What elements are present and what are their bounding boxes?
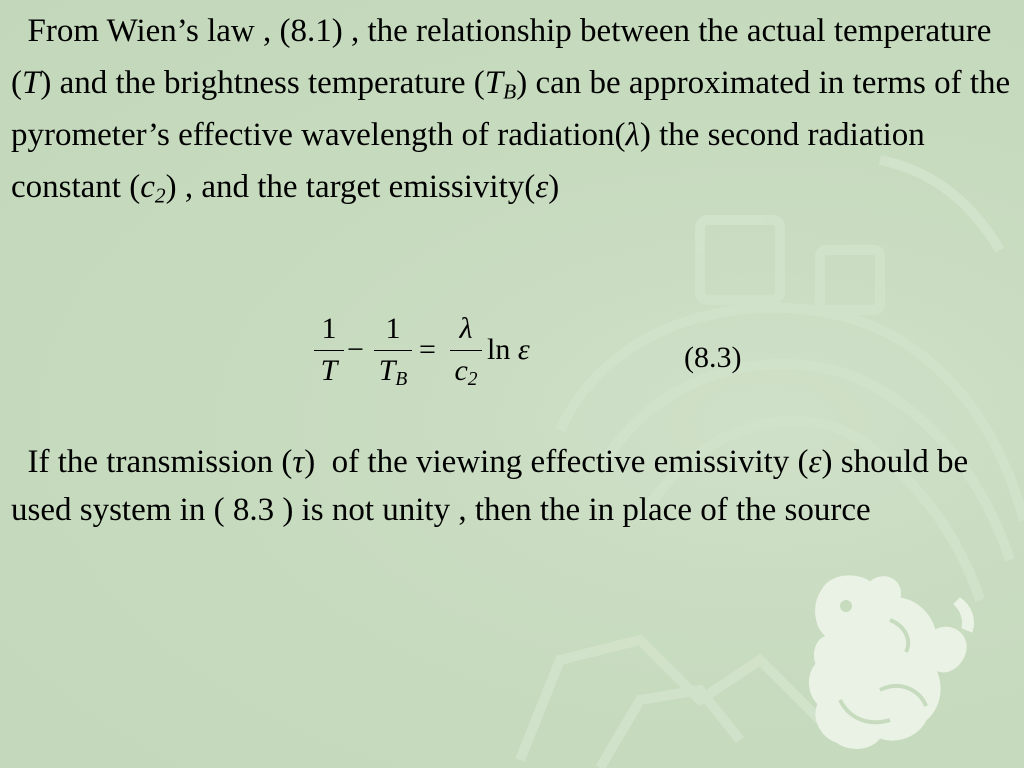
text-segment: ) should be used system in ( 8.3 ) is not unity , then the in place of the source — [11, 444, 969, 528]
text-segment: ) , and the target emissivity( — [165, 169, 536, 205]
text-segment: ) and the brightness temperature ( — [40, 65, 485, 101]
minus-sign: − — [347, 333, 364, 366]
symbol-actual-temperature: T — [22, 65, 41, 101]
text-segment: ) — [548, 169, 560, 205]
numerator: λ — [459, 312, 473, 345]
symbol-brightness-temperature: $T_B$ — [484, 65, 517, 104]
symbol-transmission: τ — [292, 444, 305, 480]
natural-log: ln ε — [487, 333, 530, 366]
denominator: T — [320, 354, 338, 387]
numerator: 1 — [385, 312, 401, 345]
symbol-emissivity: ε — [808, 444, 822, 480]
fraction-bar — [450, 350, 482, 351]
text-segment: If the transmission ( — [11, 444, 293, 480]
dragon-ornament — [809, 576, 973, 749]
symbol-emissivity: ε — [535, 169, 549, 205]
paragraph-wien-law — [11, 5, 1016, 213]
denominator: $c_2$ — [454, 354, 478, 390]
equation-number: (8.3) — [684, 341, 742, 374]
equals-sign: = — [419, 333, 436, 366]
symbol-wavelength: λ — [625, 117, 640, 153]
text-segment: ) of the viewing effective emissivity ( — [304, 444, 809, 480]
text-segment: From Wien’s law , (8.1) , the relationship between the actual temperature ( — [11, 13, 992, 101]
fraction-bar — [374, 350, 412, 351]
symbol-radiation-constant: $c_2$ — [140, 169, 166, 208]
numerator: 1 — [321, 312, 337, 345]
denominator: $T_B$ — [378, 354, 408, 390]
paragraph-transmission — [11, 438, 1016, 534]
text-segment: ) the second radiation constant ( — [11, 117, 925, 205]
fraction-bar — [314, 350, 344, 351]
text-segment: ) can be approximated in terms of the pyrometer’s effective wavelength of radiation( — [11, 65, 1011, 153]
